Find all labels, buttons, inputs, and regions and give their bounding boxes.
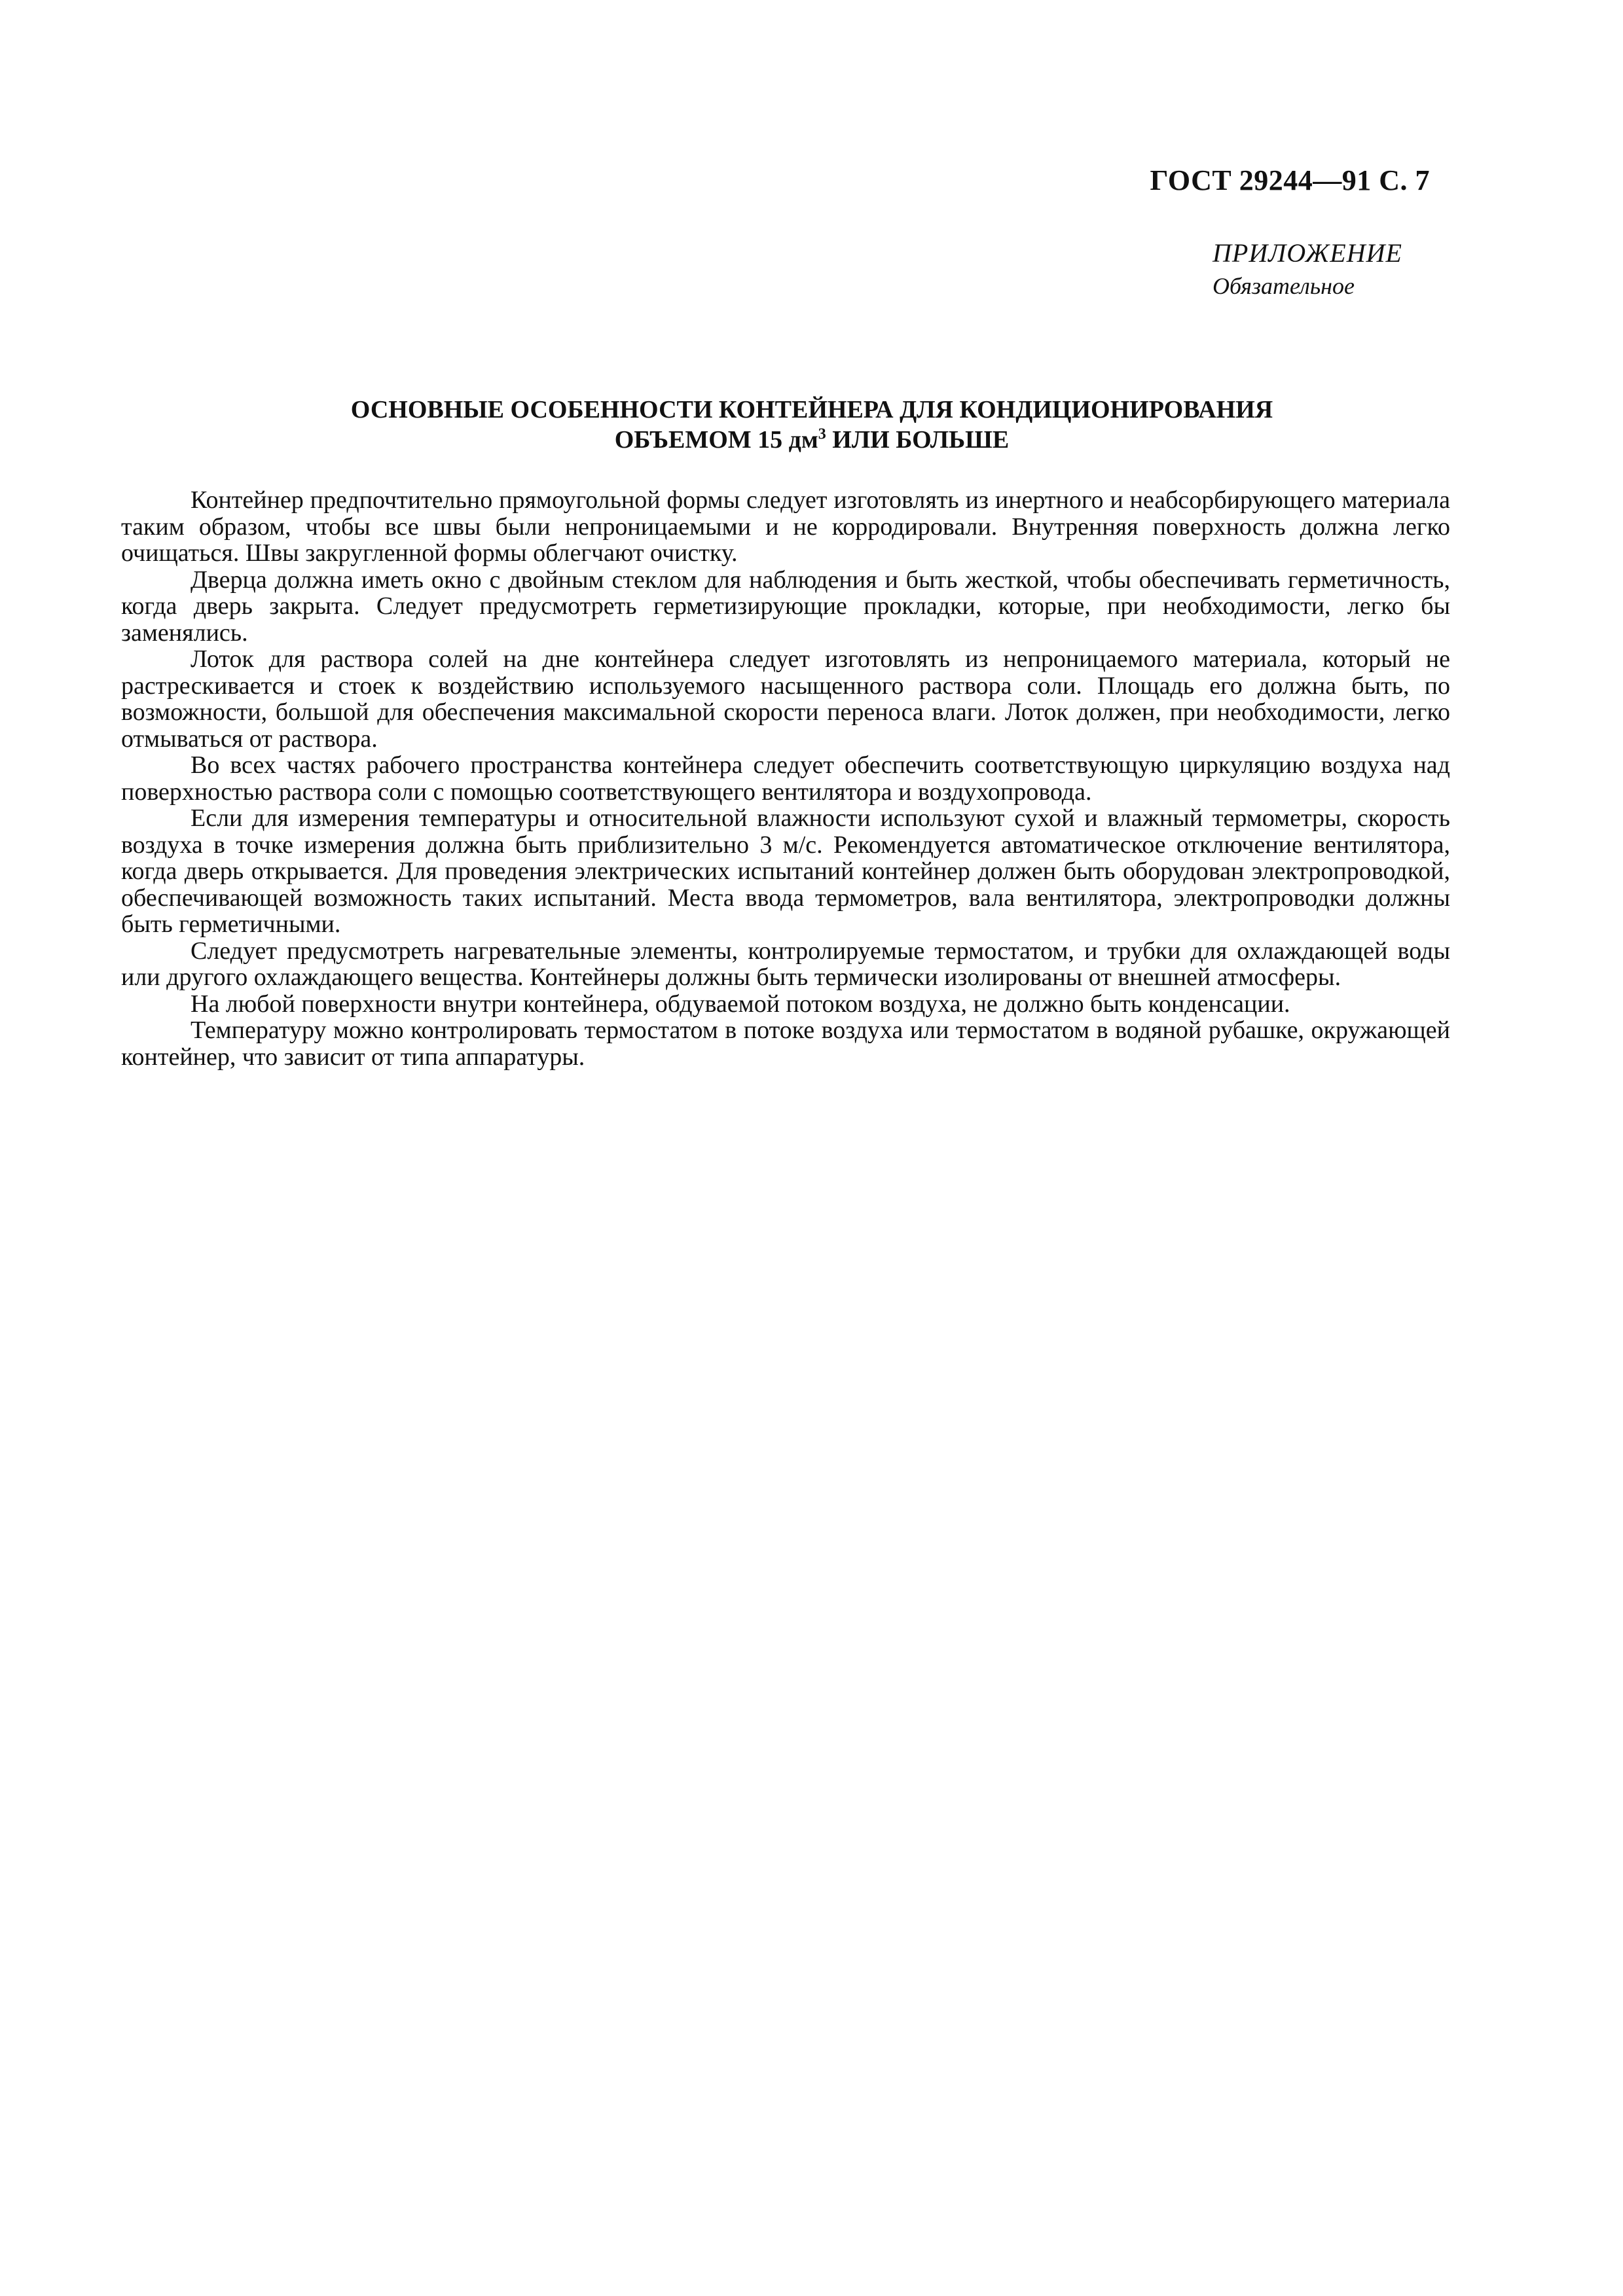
page-header-doc-ref: ГОСТ 29244—91 С. 7 [1150, 164, 1430, 196]
document-title [196, 395, 1427, 455]
paragraph: Лоток для раствора солей на дне контейнера следует изготовлять из непроницаемого материала, который не растрескивается и стоек к воздействию используемого насыщенного раствора соли. Площадь его должна быть, по возможности, большой для обеспечения максимальной скорости переноса влаги. Лоток должен, при необходимости, легко отмываться от раствора. [121, 645, 1450, 753]
title-superscript: 3 [818, 425, 826, 443]
title-line-2-prefix: ОБЪЕМОМ 15 дм [614, 426, 818, 454]
title-line-1: ОСНОВНЫЕ ОСОБЕННОСТИ КОНТЕЙНЕРА ДЛЯ КОНДИЦИОНИРОВАНИЯ [350, 396, 1273, 423]
paragraph: На любой поверхности внутри контейнера, обдуваемой потоком воздуха, не должно быть конденсации. [191, 990, 1290, 1018]
paragraph: Если для измерения температуры и относительной влажности используют сухой и влажный термометры, скорость воздуха в точке измерения должна быть приблизительно 3 м/с. Рекомендуется автоматическое отключение вентилятора, когда дверь открывается. Для проведения электрических испытаний контейнер должен быть оборудован электропроводкой, обеспечивающей возможность таких испытаний. Места ввода термометров, вала вентилятора, электропроводки должны быть герметичными. [121, 804, 1450, 938]
title-line-2 [196, 425, 1427, 455]
paragraph: Следует предусмотреть нагревательные элементы, контролируемые термостатом, и трубки для охлаждающей воды или другого охлаждающего вещества. Контейнеры должны быть термически изолированы от внешней атмосферы. [121, 937, 1450, 991]
document-body [121, 487, 1450, 1070]
paragraph: Во всех частях рабочего пространства контейнера следует обеспечить соответствующую циркуляцию воздуха над поверхностью раствора соли с помощью соответствующего вентилятора и воздухопровода. [121, 751, 1450, 806]
paragraph: Температуру можно контролировать термостатом в потоке воздуха или термостатом в водяной рубашке, окружающей контейнер, что зависит от типа аппаратуры. [121, 1016, 1450, 1071]
appendix-status: Обязательное [1213, 273, 1355, 299]
paragraph: Дверца должна иметь окно с двойным стеклом для наблюдения и быть жесткой, чтобы обеспечивать герметичность, когда дверь закрыта. Следует предусмотреть герметизирующие прокладки, которые, при необходимости, легко бы заменялись. [121, 565, 1450, 647]
title-line-2-suffix: ИЛИ БОЛЬШЕ [826, 426, 1010, 454]
paragraph: Контейнер предпочтительно прямоугольной формы следует изготовлять из инертного и неабсорбирующего материала таким образом, чтобы все швы были непроницаемыми и не корродировали. Внутренняя поверхность должна легко очищаться. Швы закругленной формы облегчают очистку. [121, 486, 1450, 567]
appendix-label: ПРИЛОЖЕНИЕ [1213, 238, 1402, 268]
appendix-label-block [1213, 237, 1402, 302]
